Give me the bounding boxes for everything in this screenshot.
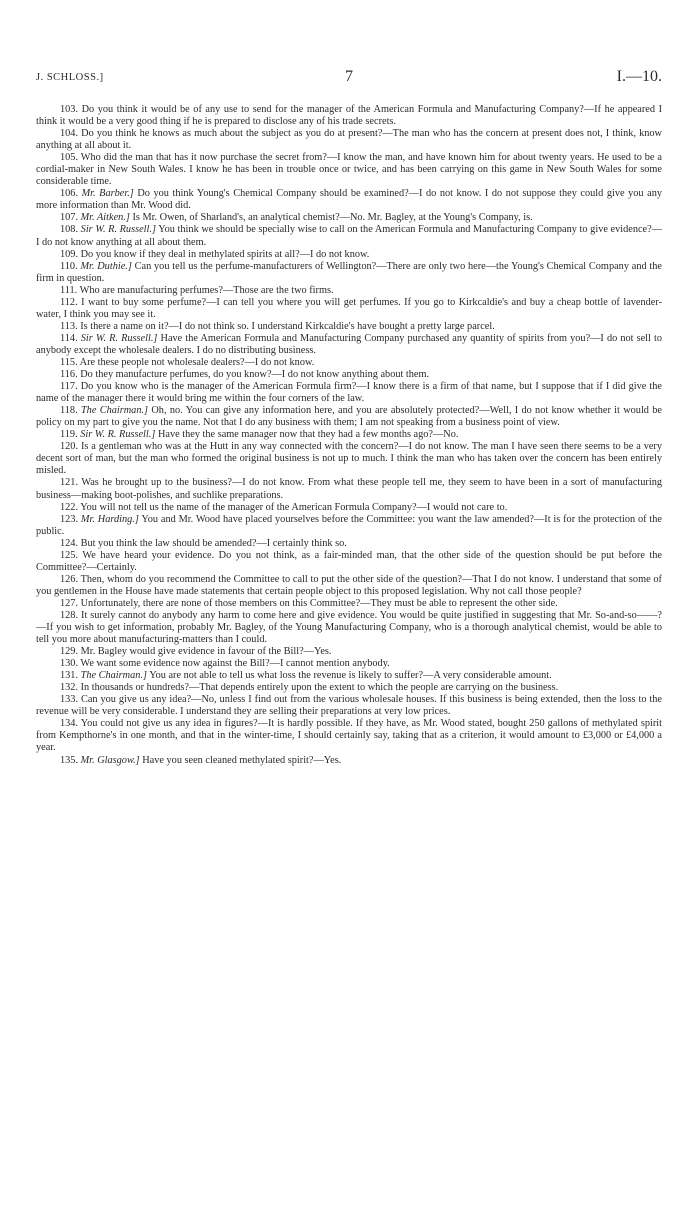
question-text: Then, whom do you recommend the Committee to call to put the other side of the question?—That I do not know. I understand that some of you gentlemen in the House have made statements that certain people object to this proposed legislation. Why not call those people? <box>36 573 662 597</box>
question-number: 124. <box>60 537 79 549</box>
question-number: 132. <box>60 682 79 694</box>
question-paragraph <box>36 610 662 646</box>
question-number: 108. <box>60 224 79 236</box>
question-paragraph <box>36 550 662 574</box>
question-text: You will not tell us the name of the manager of the American Formula Company?—I would not care to. <box>80 501 508 513</box>
question-number: 119. <box>60 429 78 441</box>
question-text: You are not able to tell us what loss the revenue is likely to suffer?—A very considerable amount. <box>149 670 552 682</box>
question-text: Unfortunately, there are none of those members on this Committee?—They must be able to represent the other side. <box>80 597 558 609</box>
question-text: Do you think he knows as much about the subject as you do at present?—The man who has the concern at present does not, I think, know anything at all about it. <box>36 128 662 152</box>
question-number: 120. <box>60 441 79 453</box>
question-number: 110. <box>60 260 78 272</box>
question-paragraph <box>36 646 662 658</box>
question-paragraph <box>36 261 662 285</box>
question-text: I want to buy some perfume?—I can tell you where you will get perfumes. If you go to Kirkcaldie's and buy a cheap bottle of lavender-water, I think you may see it. <box>36 296 663 320</box>
question-text: Do you know if they deal in methylated spirits at all?—I do not know. <box>80 248 370 260</box>
question-text: Have the American Formula and Manufacturing Company purchased any quantity of spirits from you?—I do not sell to anybody except the wholesale dealers. I do no distributing business. <box>36 332 662 356</box>
question-number: 113. <box>60 320 78 332</box>
question-number: 128. <box>60 609 79 621</box>
question-paragraph <box>36 357 662 369</box>
question-text: Was he brought up to the business?—I do not know. From what these people tell me, they seem to have been in a sort of manufacturing business—making boot-polishes, and suchlike preparations. <box>36 477 662 501</box>
question-paragraph <box>36 441 662 477</box>
question-text: Have you seen cleaned methylated spirit?—Yes. <box>142 754 342 766</box>
question-paragraph <box>36 514 662 538</box>
question-paragraph <box>36 321 662 333</box>
question-number: 125. <box>60 549 79 561</box>
question-paragraph <box>36 405 662 429</box>
question-text: Do they manufacture perfumes, do you know?—I do not know anything about them. <box>80 369 430 381</box>
question-paragraph <box>36 285 662 297</box>
question-text: You and Mr. Wood have placed yourselves before the Committee: you want the law amended?—It is for the protection of the public. <box>36 513 662 537</box>
question-text: Can you tell us the perfume-manufacturers of Wellington?—There are only two here—the Young's Chemical Company and the firm in question. <box>36 260 662 284</box>
speaker-name: Sir W. R. Russell.] <box>80 224 156 236</box>
witness-name: J. SCHLOSS.] <box>36 72 104 83</box>
question-text: But you think the law should be amended?—I certainly think so. <box>80 537 347 549</box>
question-text: In thousands or hundreds?—That depends entirely upon the extent to which the people are carrying on the business. <box>80 682 559 694</box>
question-number: 117. <box>60 381 78 393</box>
question-text: Oh, no. You can give any information here, and you are absolutely protected?—Well, I do not know whether it would be policy on my part to give you the name. Not that I do any business with them; I am not speaking from a business point of view. <box>36 405 662 429</box>
question-paragraph <box>36 502 662 514</box>
question-text: Is Mr. Owen, of Sharland's, an analytical chemist?—No. Mr. Bagley, at the Young's Company, is. <box>132 212 533 224</box>
question-number: 131. <box>60 670 79 682</box>
question-text: Do you think Young's Chemical Company should be examined?—I do not know. I do not suppose they could give you any more information than Mr. Wood did. <box>36 188 663 212</box>
question-paragraph <box>36 429 662 441</box>
question-number: 107. <box>60 212 79 224</box>
question-number: 106. <box>60 188 79 200</box>
question-number: 129. <box>60 646 79 658</box>
question-number: 105. <box>60 152 79 164</box>
question-text: You think we should be specially wise to call on the American Formula and Manufacturing Company to give evidence?—I do not know anything at all about them. <box>36 224 662 248</box>
question-number: 127. <box>60 597 79 609</box>
question-paragraph <box>36 369 662 381</box>
question-paragraph <box>36 574 662 598</box>
question-paragraph <box>36 104 662 128</box>
question-number: 122. <box>60 501 79 513</box>
question-number: 115. <box>60 356 78 368</box>
question-number: 104. <box>60 128 79 140</box>
page-number: 7 <box>345 68 353 85</box>
speaker-name: The Chairman.] <box>80 405 149 417</box>
paper-reference: I.—10. <box>616 68 662 85</box>
question-paragraph <box>36 128 662 152</box>
page-header <box>36 68 662 90</box>
question-text: Mr. Bagley would give evidence in favour of the Bill?—Yes. <box>80 646 332 658</box>
question-number: 111. <box>60 284 78 296</box>
speaker-name: Sir W. R. Russell.] <box>80 332 158 344</box>
speaker-name: Mr. Duthie.] <box>80 260 132 272</box>
question-paragraph <box>36 538 662 550</box>
question-paragraph <box>36 333 662 357</box>
question-paragraph <box>36 188 662 212</box>
speaker-name: Mr. Glasgow.] <box>80 754 140 766</box>
question-text: Who did the man that has it now purchase the secret from?—I know the man, and have known him for about twenty years. He used to be a cordial-maker in New South Wales. I know he has been in trouble once or twice, and has been carrying on this game in New South Wales for some considerable time. <box>36 152 662 188</box>
question-paragraph <box>36 718 662 754</box>
question-text: Are these people not wholesale dealers?—I do not know. <box>79 356 315 368</box>
evidence-text <box>36 104 662 767</box>
question-paragraph <box>36 682 662 694</box>
question-text: Do you think it would be of any use to send for the manager of the American Formula and Manufacturing Company?—If he appeared I think it would be a very good thing if he is prepared to disclose any of his trade secrets. <box>36 104 663 128</box>
question-paragraph <box>36 694 662 718</box>
question-number: 121. <box>60 477 79 489</box>
question-paragraph <box>36 152 662 188</box>
question-text: Have they the same manager now that they had a few months ago?—No. <box>157 429 459 441</box>
question-paragraph <box>36 755 662 767</box>
question-number: 112. <box>60 296 78 308</box>
question-number: 134. <box>60 718 79 730</box>
question-paragraph <box>36 297 662 321</box>
speaker-name: Sir W. R. Russell.] <box>80 429 156 441</box>
question-paragraph <box>36 381 662 405</box>
question-text: We have heard your evidence. Do you not think, as a fair-minded man, that the other side of the question should be put before the Committee?—Certainly. <box>36 549 663 573</box>
question-number: 130. <box>60 658 79 670</box>
question-text: Can you give us any idea?—No, unless I find out from the various wholesale houses. If this business is being extended, then the loss to the revenue will be very considerable. I understand they are selling their preparations at very low prices. <box>36 694 662 718</box>
question-text: You could not give us any idea in figures?—It is hardly possible. If they have, as Mr. Wood stated, bought 250 gallons of methylated spirit from Kempthorne's in one month, and that in the winter-time, I should certainly say, taking that as a criterion, it would amount to £3,000 or £4,000 a year. <box>36 718 662 754</box>
question-paragraph <box>36 598 662 610</box>
speaker-name: The Chairman.] <box>80 670 147 682</box>
question-text: Who are manufacturing perfumes?—Those are the two firms. <box>79 284 334 296</box>
question-paragraph <box>36 249 662 261</box>
question-text: It surely cannot do anybody any harm to come here and give evidence. You would be quite justified in suggesting that Mr. So-and-so——?—If you wish to get information, probably Mr. Bagley, of the Young Manufacturing Company, who is a thorough analytical chemist, would be able to tell you more about manufacturing-matters than I could. <box>36 609 662 646</box>
speaker-name: Mr. Barber.] <box>81 188 134 200</box>
question-paragraph <box>36 477 662 501</box>
speaker-name: Mr. Harding.] <box>80 513 139 525</box>
question-text: Do you know who is the manager of the American Formula firm?—I know there is a firm of that name, but I suppose that if I did give the name of the manager there it would bring me within the four corners of the law. <box>36 381 662 405</box>
question-number: 103. <box>60 104 79 115</box>
question-text: We want some evidence now against the Bill?—I cannot mention anybody. <box>80 658 390 670</box>
question-number: 126. <box>60 573 79 585</box>
question-paragraph <box>36 212 662 224</box>
speaker-name: Mr. Aitken.] <box>80 212 130 224</box>
question-number: 135. <box>60 754 79 766</box>
question-number: 133. <box>60 694 79 706</box>
question-text: Is there a name on it?—I do not think so. I understand Kirkcaldie's have bought a pretty large parcel. <box>80 320 495 332</box>
question-paragraph <box>36 658 662 670</box>
question-paragraph <box>36 224 662 248</box>
question-paragraph <box>36 670 662 682</box>
question-number: 114. <box>60 332 78 344</box>
question-number: 116. <box>60 369 78 381</box>
question-text: Is a gentleman who was at the Hutt in any way connected with the concern?—I do not know. The man I have seen there seems to be a very decent sort of man, but the man who formed the original business is not up to much. I think the man who has taken over the concern has been entirely misled. <box>36 441 662 477</box>
question-number: 118. <box>60 405 78 417</box>
question-number: 123. <box>60 513 79 525</box>
question-number: 109. <box>60 248 79 260</box>
